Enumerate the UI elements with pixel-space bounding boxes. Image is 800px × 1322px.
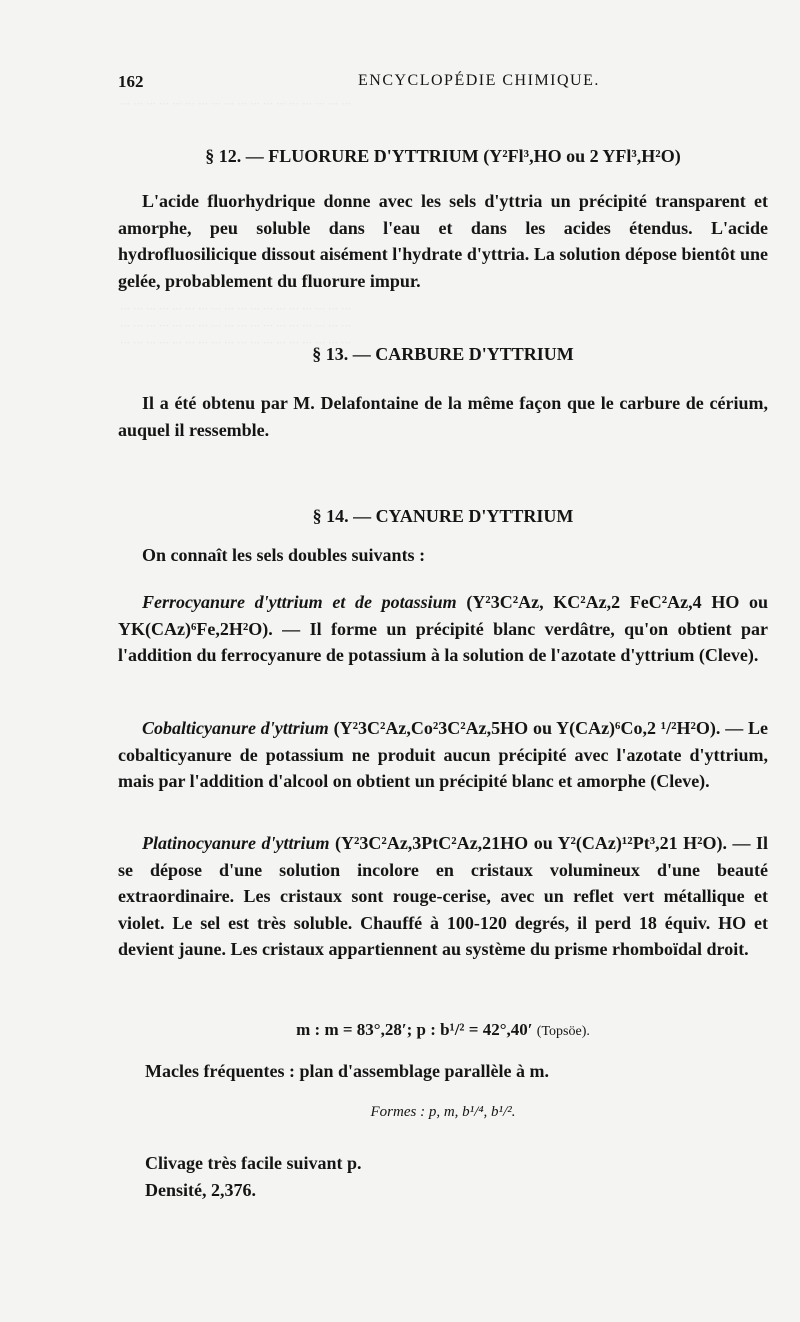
page-header (118, 72, 760, 96)
cobalticyanure-paragraph (118, 715, 768, 795)
densite-line: Densité, 2,376. (145, 1180, 256, 1200)
ferrocyanure-paragraph (118, 589, 768, 669)
bleed-through-text: ··· ··· ··· ··· ··· ··· ··· ··· ··· ··· ··· ··· ··· ··· ··· ··· ··· ··· ··· ··· ··· ··· ··· ··· ··· ··· ··· ··· ··· ··· ··· ··· ··· ··· ··· ··· ··· ··· ··· ··· ··· ··· ··· ··· ··· ··· ··· ··· ··· ··· ··· ··· ··· ··· (120, 301, 351, 350)
platinocyanure-paragraph (118, 830, 768, 963)
angles-values: m : m = 83°,28′; p : b¹/² = 42°,40′ (296, 1020, 533, 1039)
section-12-body: L'acide fluorhydrique donne avec les sels d'yttria un précipité transparent et amorphe, peu soluble dans l'eau et dans les acides étendus. L'acide hydrofluosilicique dissout aisément l'hydrate d'yttria. La solution dépose bientôt une gelée, probablement du fluorure impur. (118, 191, 768, 291)
bleed-through-text: ··· ··· ··· ··· ··· ··· ··· ··· ··· ··· ··· ··· ··· ··· ··· ··· ··· ··· (120, 96, 351, 111)
section-14-intro: On connaît les sels doubles suivants : (142, 545, 426, 565)
ferrocyanure-text: (Y²3C²Az, KC²Az,2 FeC²Az,4 HO ou YK(CAz)⁶Fe,2H²O). — Il forme un précipité blanc verdâtre, qu'on obtient par l'addition du ferrocyanure de potassium à la solution de l'azotate d'yttrium (Cleve). (118, 592, 768, 665)
clivage-line: Clivage très facile suivant p. (145, 1153, 362, 1173)
macles-line: Macles fréquentes : plan d'assemblage parallèle à m. (145, 1061, 549, 1081)
ferrocyanure-name: Ferrocyanure d'yttrium et de potassium (142, 592, 457, 612)
running-title: ENCYCLOPÉDIE CHIMIQUE. (358, 72, 600, 89)
formes-line: Formes : p, m, b¹/⁴, b¹/². (370, 1104, 516, 1120)
section-13-heading: § 13. — CARBURE D'YTTRIUM (312, 344, 574, 364)
cobalticyanure-text: (Y²3C²Az,Co²3C²Az,5HO ou Y(CAz)⁶Co,2 ¹/²H²O). — Le cobalticyanure de potassium ne produit aucun précipité avec l'azotate d'yttrium, mais par l'addition d'alcool on obtient un précipité blanc et amorphe (Cleve). (118, 718, 769, 791)
section-14-heading: § 14. — CYANURE D'YTTRIUM (312, 506, 574, 526)
cobalticyanure-name: Cobalticyanure d'yttrium (142, 718, 329, 738)
page-number: 162 (118, 72, 144, 91)
angles-source: (Topsöe). (536, 1024, 590, 1039)
platinocyanure-text: (Y²3C²Az,3PtC²Az,21HO ou Y²(CAz)¹²Pt³,21 H²O). — Il se dépose d'une solution incolore en cristaux volumineux d'une beauté extraordinaire. Les cristaux sont rouge-cerise, avec un reflet vert métallique et violet. Le sel est très soluble. Chauffé à 100-120 degrés, il perd 18 équiv. HO et devient jaune. Les cristaux appartiennent au système du prisme rhomboïdal droit. (118, 833, 768, 959)
platinocyanure-name: Platinocyanure d'yttrium (142, 833, 330, 853)
section-12-heading: § 12. — FLUORURE D'YTTRIUM (Y²Fl³,HO ou 2 YFl³,H²O) (205, 146, 681, 166)
section-13-body: Il a été obtenu par M. Delafontaine de la même façon que le carbure de cérium, auquel il ressemble. (118, 393, 768, 440)
crystal-angles (118, 1020, 768, 1040)
